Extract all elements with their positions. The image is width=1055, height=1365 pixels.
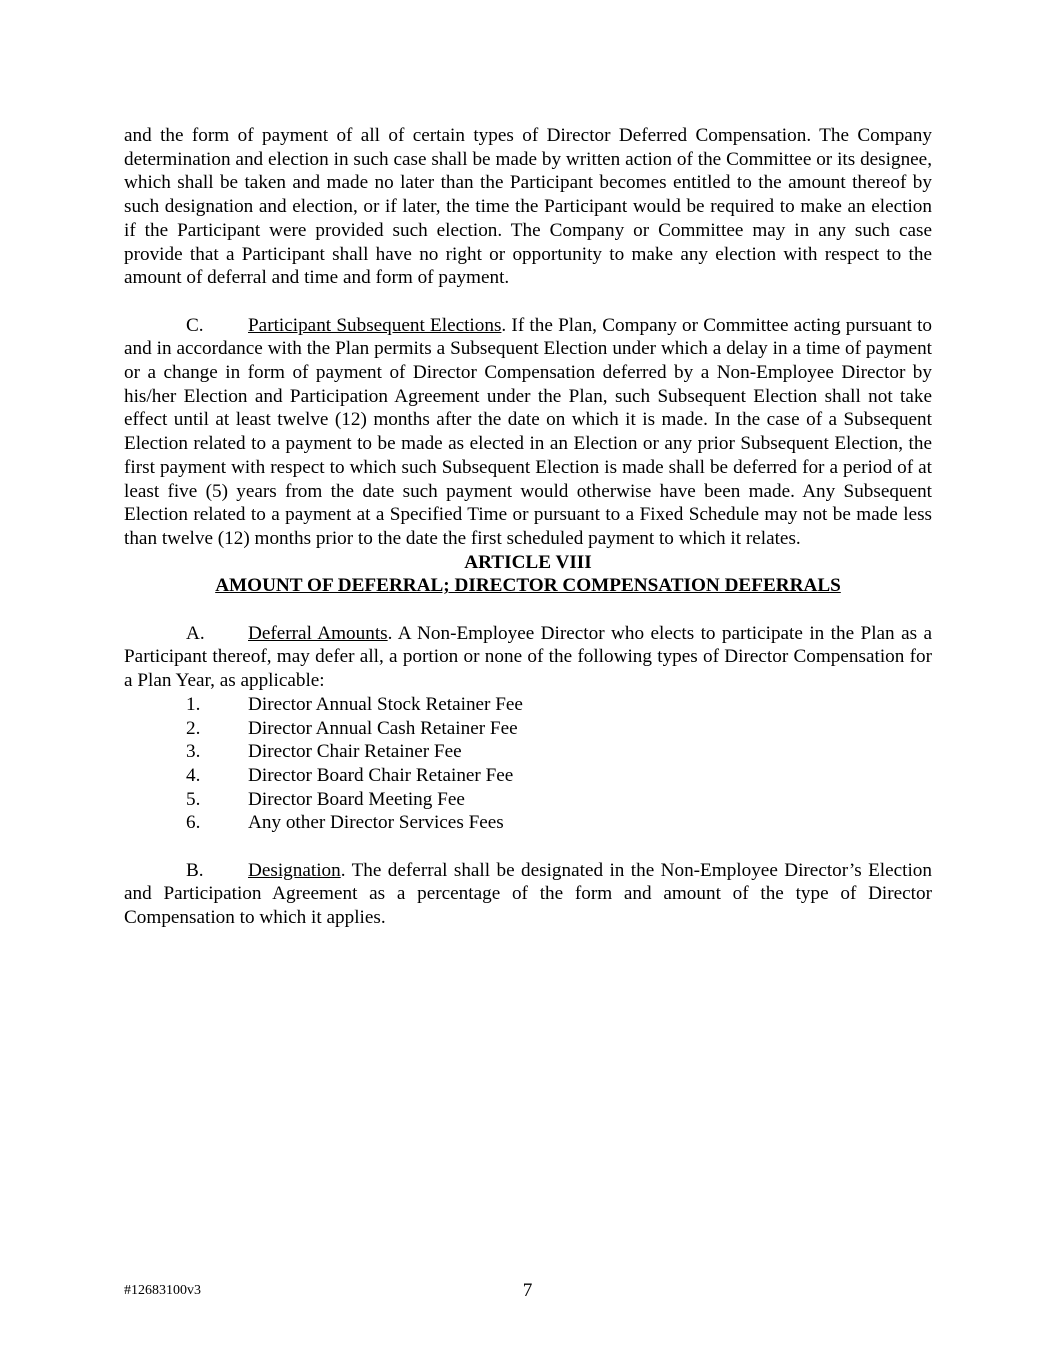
list-item-text: Director Board Meeting Fee bbox=[248, 788, 465, 810]
list-item bbox=[124, 811, 932, 835]
article-title-text: AMOUNT OF DEFERRAL; DIRECTOR COMPENSATION DEFERRALS bbox=[215, 575, 841, 597]
list-item-number: 4. bbox=[186, 764, 201, 786]
article-title bbox=[124, 574, 932, 598]
section-b-label: B. bbox=[186, 859, 204, 881]
list-item-number: 2. bbox=[186, 717, 201, 739]
article-number: ARTICLE VIII bbox=[464, 551, 592, 573]
section-a-heading: Deferral Amounts bbox=[248, 622, 388, 644]
list-item bbox=[124, 693, 932, 717]
section-b-text: . The deferral shall be designated in the Non-Employee Director’s Election and Participation Agreement as a percentage of the form and amount of the type of Director Compensation to which it applies. bbox=[124, 859, 932, 929]
list-item bbox=[124, 740, 932, 764]
list-item-number: 1. bbox=[186, 693, 201, 715]
section-c-label: C. bbox=[186, 314, 204, 336]
page-number: 7 bbox=[522, 1280, 533, 1301]
list-item-number: 3. bbox=[186, 741, 201, 763]
section-a-text: . A Non-Employee Director who elects to participate in the Plan as a Participant thereof, may defer all, a portion or none of the following types of Director Compensation for a Plan Year, as applicable: bbox=[124, 622, 932, 692]
list-item-number: 6. bbox=[186, 812, 201, 834]
list-item bbox=[124, 788, 932, 812]
section-a-paragraph bbox=[124, 622, 932, 693]
document-body bbox=[124, 124, 932, 930]
list-item-text: Director Chair Retainer Fee bbox=[248, 741, 462, 763]
document-id: #12683100v3 bbox=[124, 1283, 201, 1298]
list-item bbox=[124, 717, 932, 741]
section-b-heading: Designation bbox=[248, 859, 341, 881]
list-item bbox=[124, 764, 932, 788]
section-b-paragraph bbox=[124, 859, 932, 930]
section-a-label: A. bbox=[186, 622, 205, 644]
list-item-text: Director Annual Stock Retainer Fee bbox=[248, 693, 523, 715]
section-c-text: . If the Plan, Company or Committee acting pursuant to and in accordance with the Plan permits a Subsequent Election under which a delay in a time of payment or a change in form of payment of Director Compensation deferred by a Non-Employee Director by his/her Election and Participation Agreement under the Plan, such Subsequent Election shall not take effect until at least twelve (12) months after the date on which it is made. In the case of a Subsequent Election related to a payment to be made as elected in an Election or any prior Subsequent Election, the first payment with respect to which such Subsequent Election is made shall be deferred for a period of at least five (5) years from the date such payment would otherwise have been made. Any Subsequent Election related to a payment at a Specified Time or pursuant to a Fixed Schedule may not be made less than twelve (12) months prior to the date the first scheduled payment to which it relates. bbox=[124, 314, 932, 549]
section-c-heading: Participant Subsequent Elections bbox=[248, 314, 502, 336]
continued-paragraph: and the form of payment of all of certain types of Director Deferred Compensation. The Company determination and election in such case shall be made by written action of the Committee or its designee, which shall be taken and made no later than the Participant becomes entitled to the amount thereof by such designation and election, or if later, the time the Participant would be required to make an election if the Participant were provided such election. The Company or Committee may in any such case provide that a Participant shall have no right or opportunity to make any election with respect to the amount of deferral and time and form of payment. bbox=[124, 125, 932, 289]
list-item-text: Director Board Chair Retainer Fee bbox=[248, 764, 514, 786]
list-item-text: Any other Director Services Fees bbox=[248, 812, 504, 834]
list-item-number: 5. bbox=[186, 788, 201, 810]
list-item-text: Director Annual Cash Retainer Fee bbox=[248, 717, 518, 739]
fee-list bbox=[124, 693, 932, 835]
section-c-paragraph bbox=[124, 314, 932, 551]
